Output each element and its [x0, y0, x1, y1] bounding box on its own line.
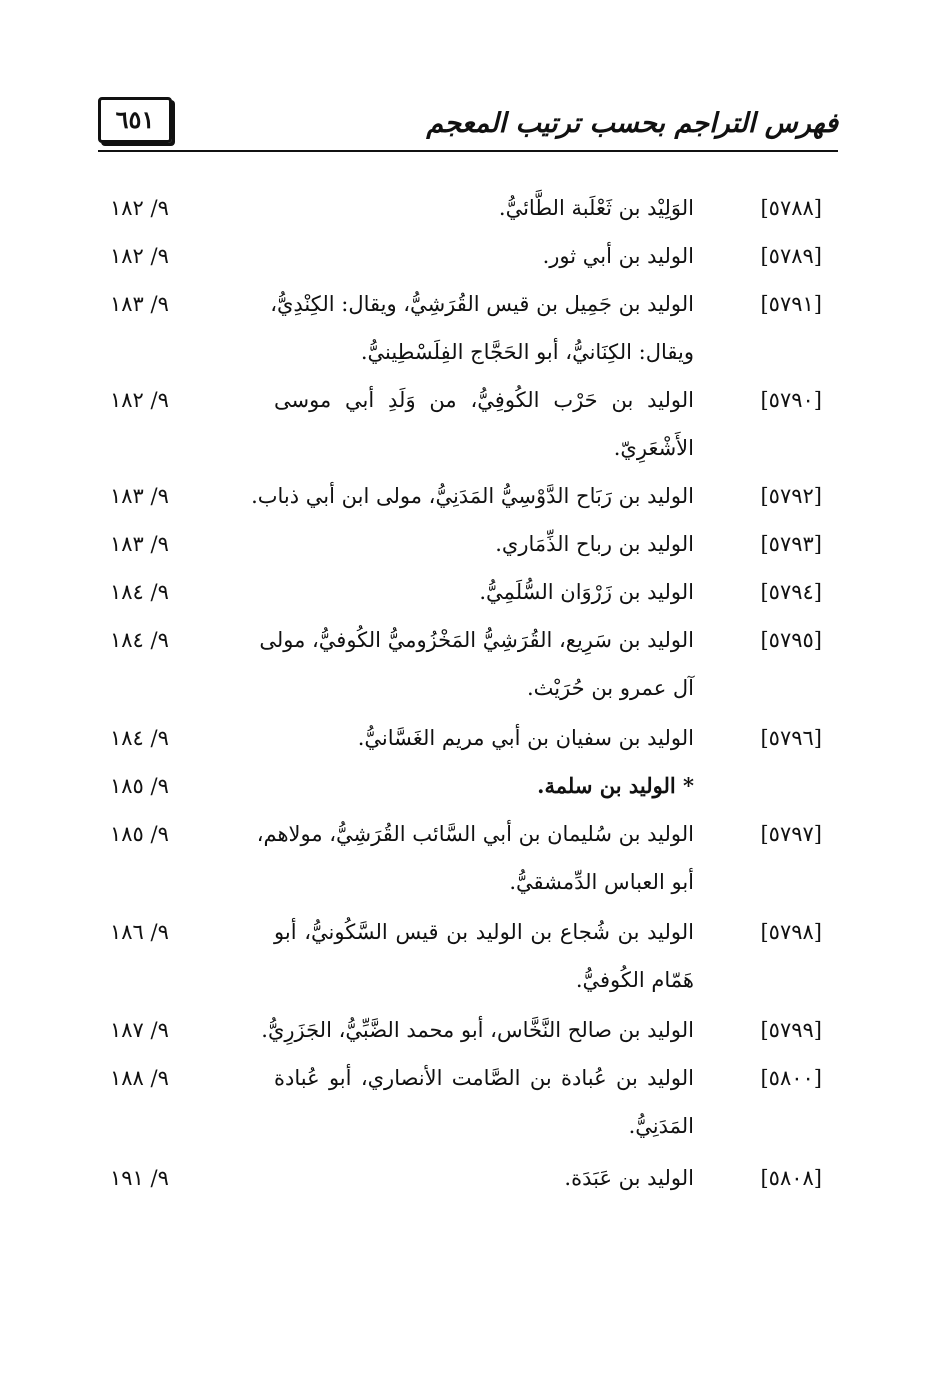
entry-volume-page: ٩/ ١٨٤	[110, 628, 169, 652]
index-entry-heading	[0, 764, 940, 808]
index-entry	[0, 570, 940, 614]
entry-volume-page: ٩/ ١٨٥	[110, 774, 169, 798]
entry-volume-page: ٩/ ١٨٤	[110, 726, 169, 750]
entry-number: [٥٧٨٨]	[760, 196, 822, 220]
entry-name-continuation: آل عمرو بن حُرَيْث.	[526, 676, 694, 700]
index-entry	[0, 186, 940, 230]
entry-name: الوليد بن حَرْب الكُوفِيُّ، من وَلَدِ أبي موسى	[274, 388, 694, 412]
entry-number: [٥٧٨٩]	[760, 244, 822, 268]
entry-name-continuation: أبو العباس الدِّمشقيُّ.	[509, 870, 694, 894]
entry-volume-page: ٩/ ١٨٨	[110, 1066, 169, 1090]
entry-volume-page: ٩/ ١٨٣	[110, 484, 169, 508]
entry-number: [٥٧٩٤]	[760, 580, 822, 604]
entry-name: الوليد بن عُبادة بن الصَّامت الأنصاري، أبو عُبادة	[274, 1066, 694, 1090]
entry-name-continuation: المَدَنِيُّ.	[628, 1114, 694, 1138]
index-entry	[0, 1008, 940, 1052]
entry-number: [٥٧٩٢]	[760, 484, 822, 508]
index-entry	[0, 910, 940, 992]
entry-number: [٥٧٩٧]	[760, 822, 822, 846]
entry-number: [٥٨٠٠]	[760, 1066, 822, 1090]
entry-number: [٥٧٩٨]	[760, 920, 822, 944]
entry-volume-page: ٩/ ١٨٢	[110, 196, 169, 220]
index-entry	[0, 282, 940, 364]
entry-name: الوليد بن شُجاع بن الوليد بن قيس السَّكُونيُّ، أبو	[274, 920, 694, 944]
index-entry	[0, 1056, 940, 1138]
entry-name: الوليد بن سُليمان بن أبي السَّائب القُرَشِيُّ، مولاهم،	[256, 822, 694, 846]
entry-name-continuation: الأَشْعَرِيّ.	[613, 436, 694, 460]
entry-name-heading: * الوليد بن سلمة.	[537, 773, 694, 798]
index-entry	[0, 474, 940, 518]
entry-name: الوليد بن رباح الذِّمَاري.	[495, 532, 694, 556]
entry-name: الوليد بن عَبَدَة.	[564, 1166, 694, 1190]
entry-name: الوليد بن أبي ثور.	[542, 244, 694, 268]
entry-volume-page: ٩/ ١٨٣	[110, 292, 169, 316]
entry-volume-page: ٩/ ١٩١	[110, 1166, 169, 1190]
entry-name-continuation: ويقال: الكِنَانيُّ، أبو الحَجَّاج الفِلَسْطِينيُّ.	[360, 340, 694, 364]
header-rule	[98, 150, 838, 152]
index-entry	[0, 618, 940, 700]
entry-name: الوليد بن سَرِيع، القُرَشِيُّ المَخْزُوميُّ الكُوفيُّ، مولى	[259, 628, 694, 652]
index-entry	[0, 1156, 940, 1200]
entry-volume-page: ٩/ ١٨٢	[110, 388, 169, 412]
index-entry	[0, 716, 940, 760]
entry-name: الوليد بن صالح النَّخَّاس، أبو محمد الضَّبِّيُّ، الجَزَرِيُّ.	[261, 1018, 694, 1042]
entry-number: [٥٧٩٦]	[760, 726, 822, 750]
index-entry	[0, 522, 940, 566]
entry-number: [٥٧٩١]	[760, 292, 822, 316]
entry-number: [٥٧٩٣]	[760, 532, 822, 556]
entry-volume-page: ٩/ ١٨٧	[110, 1018, 169, 1042]
entry-volume-page: ٩/ ١٨٥	[110, 822, 169, 846]
entry-name: الوليد بن رَبَاح الدَّوْسِيُّ المَدَنِيُّ، مولى ابن أبي ذباب.	[251, 484, 694, 508]
index-entry	[0, 378, 940, 460]
entry-name: الوليد بن جَمِيل بن قيس القُرَشِيُّ، ويقال: الكِنْدِيُّ،	[270, 292, 694, 316]
entry-volume-page: ٩/ ١٨٣	[110, 532, 169, 556]
entry-number: [٥٧٩٥]	[760, 628, 822, 652]
entry-number: [٥٧٩٩]	[760, 1018, 822, 1042]
entry-name: الوليد بن سفيان بن أبي مريم الغَسَّانيُّ.	[357, 726, 694, 750]
index-entry	[0, 234, 940, 278]
entry-name: الوليد بن زَرْوَان السُّلَمِيُّ.	[479, 580, 694, 604]
index-entry	[0, 812, 940, 894]
page-header-title: فهرس التراجم بحسب ترتيب المعجم	[426, 108, 838, 139]
entry-name: الوَلِيْد بن ثَعْلَبة الطَّائيُّ.	[498, 196, 694, 220]
entry-number: [٥٨٠٨]	[760, 1166, 822, 1190]
entry-name-continuation: هَمّام الكُوفيُّ.	[575, 968, 694, 992]
entry-volume-page: ٩/ ١٨٦	[110, 920, 169, 944]
entry-number: [٥٧٩٠]	[760, 388, 822, 412]
entry-volume-page: ٩/ ١٨٢	[110, 244, 169, 268]
page-number-box: ٦٥١	[98, 97, 172, 143]
entry-volume-page: ٩/ ١٨٤	[110, 580, 169, 604]
